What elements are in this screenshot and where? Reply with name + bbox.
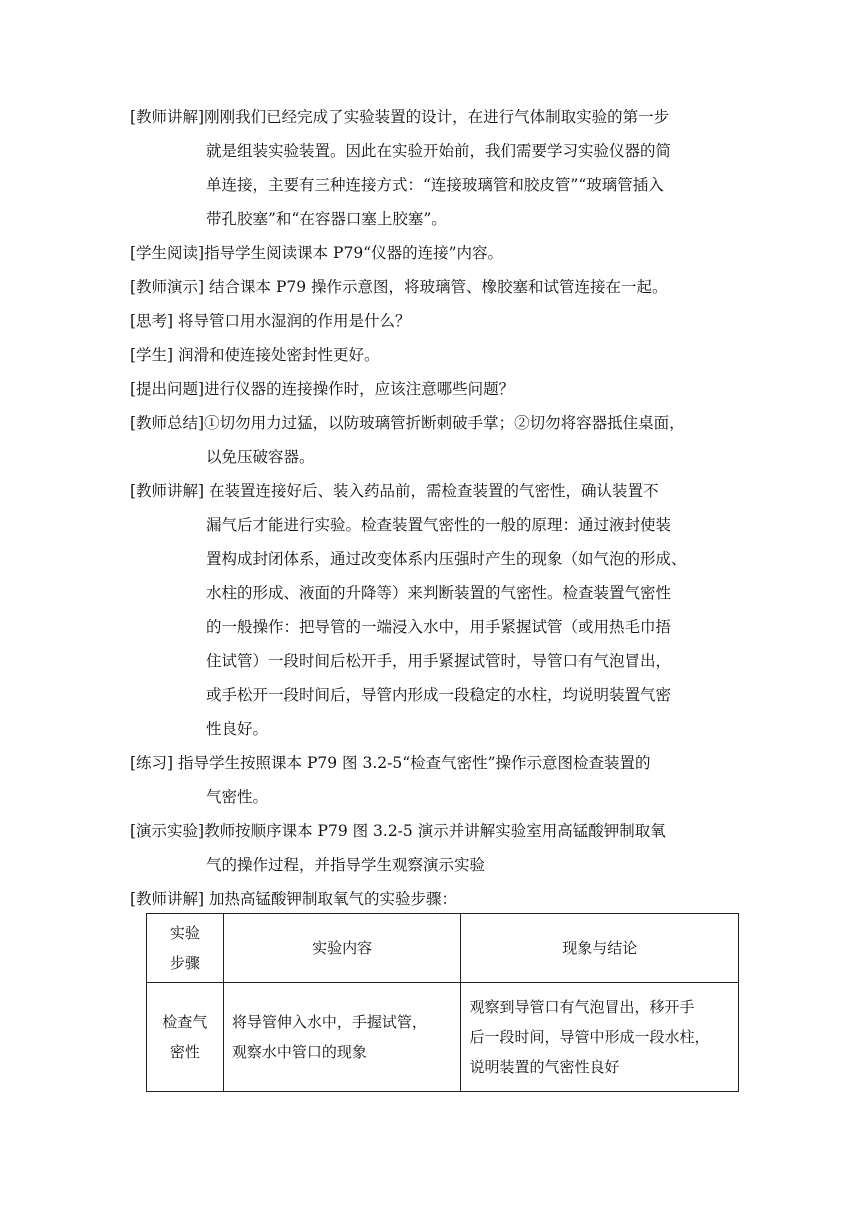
paragraph-demo-experiment [130, 814, 742, 882]
paragraph-teacher-explain-steps [130, 882, 742, 916]
text-line: [演示实验]教师按顺序课本 P79 图 3.2-5 演示并讲解实验室用高锰酸钾制取氧 [130, 822, 666, 840]
text-line: 以免压破容器。 [206, 448, 315, 466]
text-line: 置构成封闭体系，通过改变体系内压强时产生的现象（如气泡的形成、 [206, 550, 687, 568]
table-header-row [147, 914, 739, 983]
paragraph-teacher-summary [130, 406, 742, 474]
text-line: [思考] 将导管口用水湿润的作用是什么？ [130, 312, 411, 330]
paragraph-teacher-explain-airtightness [130, 474, 742, 746]
paragraph-student-answer [130, 338, 742, 372]
paragraph-teacher-demo [130, 270, 742, 304]
text-line: 漏气后才能进行实验。检查装置气密性的一般的原理：通过液封使装 [206, 516, 672, 534]
text-line: 就是组装实验装置。因此在实验开始前，我们需要学习实验仪器的简 [206, 142, 672, 160]
header-cell-step: 实验 步骤 [147, 914, 224, 983]
text-line: [练习] 指导学生按照课本 P79 图 3.2-5“检查气密性”操作示意图检查装置的 [130, 754, 651, 772]
text-line: 或手松开一段时间后，导管内形成一段稳定的水柱，均说明装置气密 [206, 686, 672, 704]
text-line: 气的操作过程，并指导学生观察演示实验 [206, 856, 486, 874]
paragraph-teacher-explain-setup [130, 100, 742, 236]
cell-result: 观察到导管口有气泡冒出，移开手 后一段时间，导管中形成一段水柱， 说明装置的气密性良好 [461, 983, 739, 1092]
text-line: [教师讲解]刚刚我们已经完成了实验装置的设计，在进行气体制取实验的第一步 [130, 108, 670, 126]
text-line: 单连接，主要有三种连接方式：“连接玻璃管和胶皮管”“玻璃管插入 [206, 176, 664, 194]
text-line: [教师讲解] 加热高锰酸钾制取氧气的实验步骤： [130, 890, 458, 908]
text-line: 的一般操作：把导管的一端浸入水中，用手紧握试管（或用热毛巾捂 [206, 618, 672, 636]
cell-step: 检查气 密性 [147, 983, 224, 1092]
paragraph-practice [130, 746, 742, 814]
header-cell-content: 实验内容 [223, 914, 461, 983]
text-line: 性良好。 [206, 720, 269, 738]
paragraph-think [130, 304, 742, 338]
text-line: 气密性。 [206, 788, 269, 806]
paragraph-question [130, 372, 742, 406]
text-line: [教师演示] 结合课本 P79 操作示意图，将玻璃管、橡胶塞和试管连接在一起。 [130, 278, 668, 296]
text-line: 住试管）一段时间后松开手，用手紧握试管时，导管口有气泡冒出， [206, 652, 672, 670]
text-line: 水柱的形成、液面的升降等）来判断装置的气密性。检查装置气密性 [206, 584, 672, 602]
text-line: 带孔胶塞”和“在容器口塞上胶塞”。 [206, 210, 447, 228]
text-line: [学生] 润滑和使连接处密封性更好。 [130, 346, 380, 364]
header-cell-result: 现象与结论 [461, 914, 739, 983]
text-line: [学生阅读]指导学生阅读课本 P79“仪器的连接”内容。 [130, 244, 504, 262]
text-line: [教师讲解] 在装置连接好后、装入药品前，需检查装置的气密性，确认装置不 [130, 482, 659, 500]
text-line: [教师总结]①切勿用力过猛，以防玻璃管折断刺破手掌；②切勿将容器抵住桌面， [130, 414, 685, 432]
text-line: [提出问题]进行仪器的连接操作时，应该注意哪些问题？ [130, 380, 515, 398]
table-row [147, 983, 739, 1092]
cell-content: 将导管伸入水中，手握试管， 观察水中管口的现象 [223, 983, 461, 1092]
paragraph-student-reading [130, 236, 742, 270]
experiment-steps-table [146, 913, 739, 1092]
